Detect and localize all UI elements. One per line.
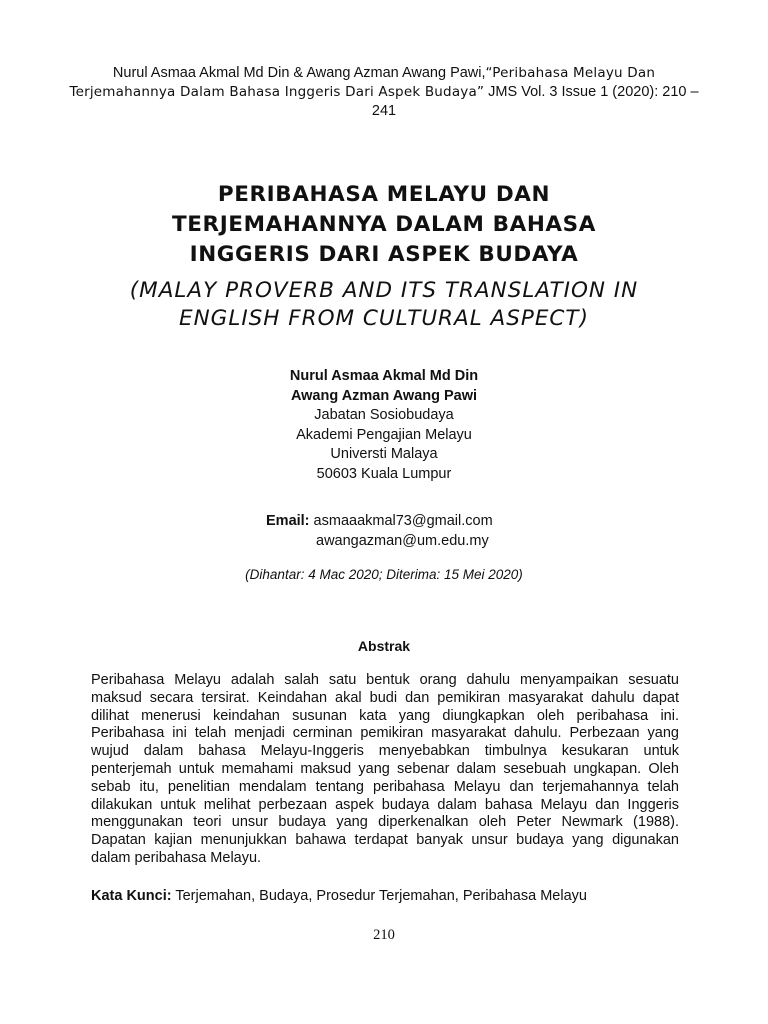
title-malay-line: PERIBAHASA MELAYU DAN xyxy=(217,182,551,207)
abstract-line: dilakukan untuk melihat perbezaan aspek budaya dalam bahasa Melayu dan Inggeris xyxy=(91,796,679,813)
title-malay-line: TERJEMAHANNYA DALAM BAHASA xyxy=(172,212,596,237)
abstract-line: sebab itu, penelitian mendalam tentang peribahasa Melayu dan terjemahannya telah xyxy=(91,778,679,795)
keywords-text: Terjemahan, Budaya, Prosedur Terjemahan, Peribahasa Melayu xyxy=(171,888,587,904)
email-block xyxy=(266,512,493,551)
title-english-line: (MALAY PROVERB AND ITS TRANSLATION IN xyxy=(129,278,639,303)
affiliation-line: Universti Malaya xyxy=(330,446,438,462)
email-row xyxy=(266,532,493,552)
citation-authors: Nurul Asmaa Akmal Md Din & Awang Azman Awang Pawi, xyxy=(112,65,486,81)
author-name: Awang Azman Awang Pawi xyxy=(290,387,478,404)
abstract-line: menggunakan teori unsur budaya yang diperkenalkan oleh Peter Newmark (1988). xyxy=(91,814,679,831)
title-malay-line: INGGERIS DARI ASPEK BUDAYA xyxy=(189,242,579,267)
email-address-link[interactable]: asmaaakmal73@gmail.com xyxy=(313,513,493,529)
email-address-link[interactable]: awangazman@um.edu.my xyxy=(316,532,489,549)
abstract-line: maksud secara tersirat. Keindahan akal budi dan pemikiran masyarakat dahulu dapat xyxy=(91,689,679,706)
affiliation-line: 50603 Kuala Lumpur xyxy=(316,465,452,482)
email-row xyxy=(266,512,493,532)
affiliation-line: Akademi Pengajian Melayu xyxy=(296,426,472,443)
submission-dates: (Dihantar: 4 Mac 2020; Diterima: 15 Mei 2020) xyxy=(245,567,523,582)
abstract-line: dilihat menerusi keindahan susunan kata yang diungkapkan oleh peribahasa ini. xyxy=(91,707,679,724)
abstract-line: wujud dalam bahasa Melayu-Inggeris menyebabkan timbulnya kesukaran untuk xyxy=(91,743,679,760)
paper-title-malay xyxy=(84,180,684,270)
abstract-line: Peribahasa ini telah menjadi cerminan pemikiran masyarakat dahulu. Perbezaan yang xyxy=(91,725,679,742)
citation-header xyxy=(60,64,708,121)
page-number: 210 xyxy=(373,927,395,943)
abstract-heading: Abstrak xyxy=(357,638,411,654)
author-name: Nurul Asmaa Akmal Md Din xyxy=(289,368,479,384)
citation-article-title: “Peribahasa Melayu Dan Terjemahannya Dalam Bahasa Inggeris Dari Aspek Budaya” xyxy=(69,65,656,100)
keywords-label: Kata Kunci: xyxy=(91,888,172,904)
affiliation-line: Jabatan Sosiobudaya xyxy=(314,407,454,423)
keywords-line xyxy=(91,887,691,906)
abstract-line: Peribahasa Melayu adalah salah satu bentuk orang dahulu menyampaikan sesuatu xyxy=(91,672,679,688)
email-label: Email: xyxy=(266,513,310,529)
abstract-body xyxy=(91,672,679,868)
abstract-line: penterjemah untuk memahami maksud yang sebenar dalam sesebuah ungkapan. Oleh xyxy=(91,760,679,777)
abstract-line: Dapatan kajian menunjukkan bahawa terdapat banyak unsur budaya yang digunakan xyxy=(91,832,679,849)
paper-title-english xyxy=(64,277,704,333)
citation-journal: JMS Vol. 3 Issue 1 (2020): 210 – 241 xyxy=(371,84,699,119)
title-english-line: ENGLISH FROM CULTURAL ASPECT) xyxy=(179,306,589,331)
abstract-line: dalam peribahasa Melayu. xyxy=(91,849,262,866)
author-block xyxy=(184,367,584,484)
